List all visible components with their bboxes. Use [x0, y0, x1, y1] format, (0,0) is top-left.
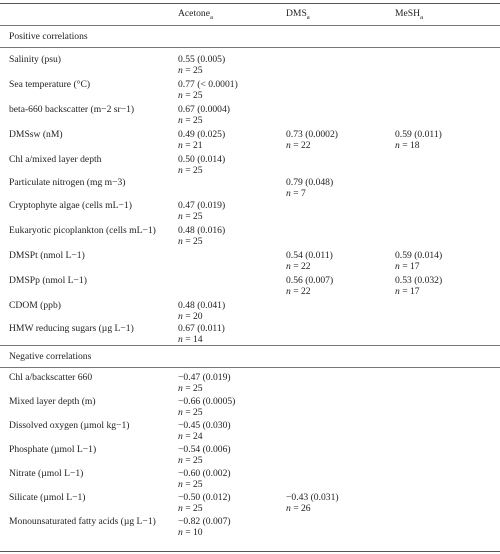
mesh-n: n = 17 — [395, 261, 420, 272]
dms-n: n = 22 — [286, 140, 311, 151]
acetone-value: 0.77 (< 0.0001) — [178, 79, 238, 90]
acetone-value: 0.67 (0.011) — [178, 323, 225, 334]
row-label: Chl a/backscatter 660 — [9, 372, 93, 383]
acetone-n: n = 10 — [178, 527, 203, 538]
mesh-value: 0.53 (0.032) — [395, 275, 443, 286]
row-label: DMSPp (nmol L−1) — [9, 275, 87, 286]
dms-value: 0.79 (0.048) — [286, 177, 334, 188]
row-label: Dissolved oxygen (µmol kg−1) — [9, 420, 130, 431]
row-label: Particulate nitrogen (mg m−3) — [9, 177, 126, 188]
acetone-value: −0.45 (0.030) — [178, 420, 231, 431]
row-label: Monounsaturated fatty acids (µg L−1) — [9, 516, 156, 527]
acetone-n: n = 24 — [178, 431, 203, 442]
table-row-n — [0, 89, 500, 102]
acetone-value: 0.48 (0.016) — [178, 225, 226, 236]
acetone-n: n = 25 — [178, 165, 203, 176]
dms-n: n = 7 — [286, 188, 306, 199]
table-row-n — [0, 235, 500, 248]
row-label: Phosphate (µmol L−1) — [9, 444, 97, 455]
acetone-n: n = 25 — [178, 211, 203, 222]
negative-top-rule — [0, 345, 500, 346]
mesh-value: 0.59 (0.011) — [395, 129, 442, 140]
row-label: Silicate (µmol L−1) — [9, 492, 86, 503]
table-row-n — [0, 526, 500, 539]
acetone-n: n = 25 — [178, 115, 203, 126]
table-row-n — [0, 382, 500, 395]
acetone-value: 0.48 (0.041) — [178, 300, 226, 311]
acetone-n: n = 25 — [178, 455, 203, 466]
acetone-n: n = 20 — [178, 311, 203, 322]
header-acetone: Acetone$_a$ — [178, 8, 213, 21]
acetone-value: 0.50 (0.014) — [178, 154, 226, 165]
acetone-n: n = 25 — [178, 479, 203, 490]
acetone-value: −0.60 (0.002) — [178, 468, 231, 479]
table-row-n — [0, 478, 500, 491]
dms-value: −0.43 (0.031) — [286, 492, 339, 503]
table-row-n — [0, 285, 500, 298]
section-negative: Negative correlations — [9, 351, 92, 362]
table-row-n — [0, 64, 500, 77]
row-label: Cryptophyte algae (cells mL−1) — [9, 200, 132, 211]
row-label: HMW reducing sugars (µg L−1) — [9, 323, 134, 334]
acetone-value: −0.82 (0.007) — [178, 516, 231, 527]
row-label: CDOM (ppb) — [9, 300, 61, 311]
negative-rule — [0, 367, 500, 368]
acetone-value: 0.55 (0.005) — [178, 54, 226, 65]
row-label: beta-660 backscatter (m−2 sr−1) — [9, 104, 135, 115]
mesh-n: n = 17 — [395, 286, 420, 297]
mesh-n: n = 18 — [395, 140, 420, 151]
dms-value: 0.54 (0.011) — [286, 250, 333, 261]
table-row-n — [0, 260, 500, 273]
dms-value: 0.56 (0.007) — [286, 275, 334, 286]
acetone-n: n = 25 — [178, 383, 203, 394]
row-label: Mixed layer depth (m) — [9, 396, 96, 407]
row-label: Eukaryotic picoplankton (cells mL−1) — [9, 225, 156, 236]
section-positive: Positive correlations — [9, 31, 88, 42]
table-row-n — [0, 454, 500, 467]
row-label: DMSPt (nmol L−1) — [9, 250, 85, 261]
bottom-rule — [0, 551, 500, 552]
header-dms: $DMS_a$ — [286, 8, 310, 21]
acetone-n: n = 25 — [178, 503, 203, 514]
acetone-value: 0.47 (0.019) — [178, 200, 226, 211]
table-row-n — [0, 210, 500, 223]
mesh-value: 0.59 (0.014) — [395, 250, 443, 261]
header-mesh: MeSH$_a$ — [395, 8, 424, 21]
positive-rule — [0, 47, 500, 48]
acetone-value: 0.49 (0.025) — [178, 129, 226, 140]
table-row-n — [0, 502, 500, 515]
dms-value: 0.73 (0.0002) — [286, 129, 338, 140]
acetone-n: n = 25 — [178, 236, 203, 247]
table-row-n — [0, 114, 500, 127]
row-label: Sea temperature (°C) — [9, 79, 91, 90]
row-label: DMSsw (nM) — [9, 129, 63, 140]
dms-n: n = 26 — [286, 503, 311, 514]
table-row-n — [0, 430, 500, 443]
acetone-n: n = 21 — [178, 140, 203, 151]
acetone-value: −0.50 (0.012) — [178, 492, 231, 503]
table-row-n — [0, 139, 500, 152]
top-rule — [0, 3, 500, 4]
acetone-n: n = 25 — [178, 65, 203, 76]
row-label: Salinity (psu) — [9, 54, 61, 65]
acetone-n: n = 14 — [178, 334, 203, 345]
table-row-n — [0, 406, 500, 419]
acetone-value: −0.54 (0.006) — [178, 444, 231, 455]
row-label: Nitrate (µmol L−1) — [9, 468, 84, 479]
dms-n: n = 22 — [286, 261, 311, 272]
row-label: Chl a/mixed layer depth — [9, 154, 102, 165]
acetone-n: n = 25 — [178, 90, 203, 101]
acetone-value: −0.47 (0.019) — [178, 372, 231, 383]
header-rule — [0, 25, 500, 26]
acetone-value: −0.66 (0.0005) — [178, 396, 236, 407]
acetone-value: 0.67 (0.0004) — [178, 104, 230, 115]
acetone-n: n = 25 — [178, 407, 203, 418]
dms-n: n = 22 — [286, 286, 311, 297]
